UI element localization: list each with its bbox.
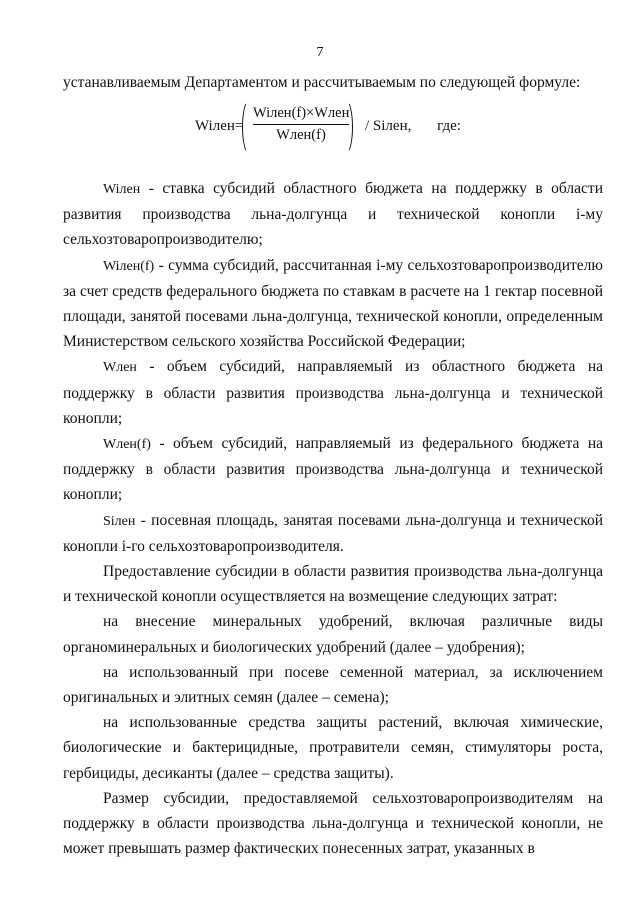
symbol-wi-len-f: Wiлен(f) [103, 258, 155, 274]
paragraph-w-len-f [63, 431, 603, 508]
formula-lhs: Wiлен= [195, 118, 244, 134]
page-number: 7 [316, 45, 324, 60]
paragraph-protection [63, 710, 603, 786]
intro-line: устанавливаемым Департаментом и рассчитываемым по следующей формуле: [63, 74, 581, 91]
formula-fraction [253, 105, 349, 144]
paragraph-text: - объем субсидий, направляемый из областного бюджета на поддержку в области развития производства льна-долгунца и технической конопли; [63, 358, 603, 427]
symbol-wi-len: Wiлен [103, 182, 141, 197]
paragraph-subsidy-costs [63, 559, 603, 609]
symbol-w-len: Wлен [103, 360, 137, 376]
formula [195, 100, 495, 156]
symbol-w-len-f: Wлен(f) [103, 437, 151, 453]
paragraph-text: на использованные средства защиты растений, включая химические, биологические и бактерицидные, протравители семян, стимуляторы роста, гербициды, десиканты (далее – средства защиты). [63, 714, 603, 782]
paragraph-w-len [63, 354, 603, 431]
paragraph-seeds [63, 660, 603, 710]
symbol-si-len: Siлен [103, 513, 136, 529]
paragraph-wi-len-f [63, 253, 603, 355]
formula-where: где: [437, 118, 461, 134]
formula-divisor: / Siлен, [365, 118, 412, 134]
paragraph-text: - объем субсидий, направляемый из федерального бюджета на поддержку в области развития производства льна-долгунца и технической конопли; [63, 435, 603, 504]
body-text [63, 176, 603, 861]
paragraph-text: Предоставление субсидии в области развития производства льна-долгунца и технической конопли осуществляется на возмещение следующих затрат: [63, 563, 603, 606]
paragraph-subsidy-size [63, 786, 603, 862]
paragraph-text: - сумма субсидий, рассчитанная i-му сельхозтоваропроизводителю за счет средств федерального бюджета по ставкам в расчете на 1 гектар посевной площади, занятой посевами льна-долгунца, технической конопли, определенным Министерством сельского хозяйства Российской Федерации; [63, 256, 603, 351]
formula-numerator: Wiлен(f)×Wлен [253, 105, 349, 125]
formula-denominator: Wлен(f) [276, 127, 326, 143]
paragraph-text: - посевная площадь, занятая посевами льна-долгунца и технической конопли i-го сельхозтоваропроизводителя. [63, 511, 603, 555]
paragraph-text: на использованный при посеве семенной материал, за исключением оригинальных и элитных семян (далее – семена); [63, 663, 603, 707]
formula-rhs [365, 118, 461, 135]
paragraph-wi-len [63, 176, 603, 253]
paragraph-fertilizers [63, 609, 603, 659]
paragraph-text: на внесение минеральных удобрений, включая различные виды органоминеральных и биологических удобрений (далее – удобрения); [63, 613, 603, 656]
paragraph-text: Размер субсидии, предоставляемой сельхозтоваропроизводителям на поддержку в области производства льна-долгунца и технической конопли, не может превышать размер фактических понесенных затрат, указанных в [63, 789, 603, 858]
paragraph-si-len [63, 508, 603, 559]
right-bracket [339, 100, 353, 154]
paragraph-text: - ставка субсидий областного бюджета на поддержку в области развития производства льна-долгунца и технической конопли i-му сельхозтоваропроизводителю; [63, 180, 603, 249]
